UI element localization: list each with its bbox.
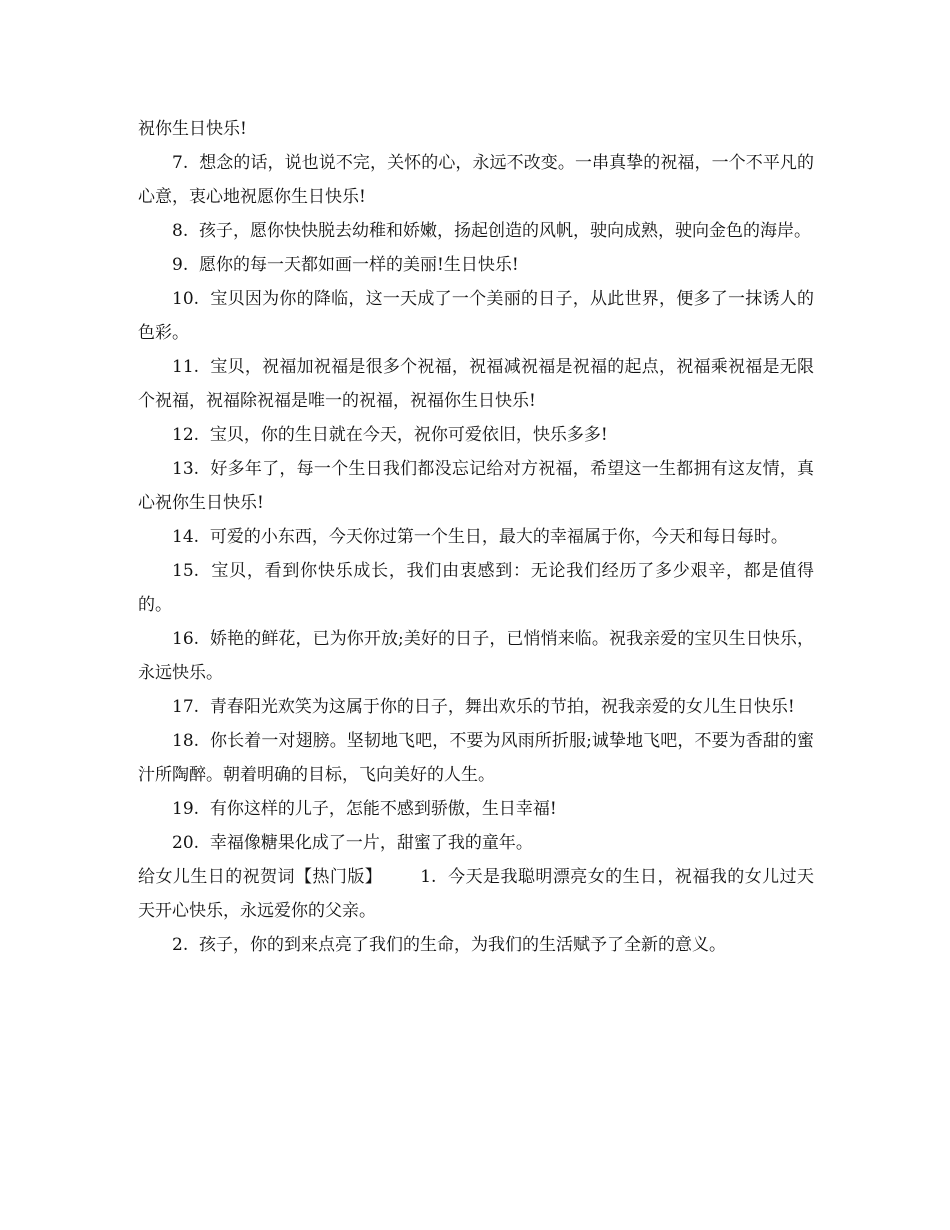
item-text: 祝你生日快乐! xyxy=(138,119,247,139)
item-text: 好多年了，每一个生日我们都没忘记给对方祝福，希望这一生都拥有这友情，真心祝你生日快乐! xyxy=(138,459,815,513)
item-text: 你长着一对翅膀。坚韧地飞吧，不要为风雨所折服;诚挚地飞吧，不要为香甜的蜜汁所陶醉。朝着明确的目标，飞向美好的人生。 xyxy=(138,731,814,785)
item-number: 8. xyxy=(172,221,189,241)
paragraph-list xyxy=(138,112,814,860)
item-number: 15. xyxy=(172,561,200,581)
item-text: 宝贝，你的生日就在今天，祝你可爱依旧，快乐多多! xyxy=(209,425,608,445)
item-text: 可爱的小东西，今天你过第一个生日，最大的幸福属于你，今天和每日每时。 xyxy=(209,527,788,547)
item-number: 9. xyxy=(172,255,189,275)
item-text: 今天是我聪明漂亮女的生日，祝福我的女儿过天天开心快乐，永远爱你的父亲。 xyxy=(138,867,815,921)
item-number: 17. xyxy=(172,697,200,717)
item-text: 愿你的每一天都如画一样的美丽!生日快乐! xyxy=(199,255,519,275)
item-text: 幸福像糖果化成了一片，甜蜜了我的童年。 xyxy=(209,833,533,853)
item-number: 18. xyxy=(172,731,200,751)
list-item xyxy=(138,826,814,860)
list-item xyxy=(138,214,814,248)
item-number: 19. xyxy=(172,799,200,819)
item-text: 青春阳光欢笑为这属于你的日子，舞出欢乐的节拍，祝我亲爱的女儿生日快乐! xyxy=(209,697,795,717)
list-item xyxy=(138,928,814,962)
item-number: 1. xyxy=(420,867,437,887)
item-text: 娇艳的鲜花，已为你开放;美好的日子，已悄悄来临。祝我亲爱的宝贝生日快乐，永远快乐。 xyxy=(138,629,814,683)
list-item xyxy=(138,350,814,418)
item-text: 有你这样的儿子，怎能不感到骄傲，生日幸福! xyxy=(209,799,557,819)
item-text: 想念的话，说也说不完，关怀的心，永远不改变。一串真挚的祝福，一个不平凡的心意，衷心地祝愿你生日快乐! xyxy=(138,153,814,207)
list-item xyxy=(138,452,814,520)
item-number: 14. xyxy=(172,527,200,547)
list-item xyxy=(138,554,814,622)
item-number: 10. xyxy=(172,289,200,309)
item-number: 12. xyxy=(172,425,200,445)
item-text: 宝贝因为你的降临，这一天成了一个美丽的日子，从此世界，便多了一抹诱人的色彩。 xyxy=(138,289,815,343)
section-heading: 给女儿生日的祝贺词【热门版】 xyxy=(138,867,383,887)
item-text: 孩子，你的到来点亮了我们的生命，为我们的生活赋予了全新的意义。 xyxy=(199,935,727,955)
item-text: 孩子，愿你快快脱去幼稚和娇嫩，扬起创造的风帆，驶向成熟，驶向金色的海岸。 xyxy=(199,221,812,241)
item-number: 2. xyxy=(172,935,189,955)
list-item xyxy=(138,248,814,282)
item-text: 宝贝，祝福加祝福是很多个祝福，祝福减祝福是祝福的起点，祝福乘祝福是无限个祝福，祝福除祝福是唯一的祝福，祝福你生日快乐! xyxy=(138,357,815,411)
list-item xyxy=(138,520,814,554)
list-item xyxy=(138,690,814,724)
item-number: 7. xyxy=(172,153,189,173)
list-item xyxy=(138,724,814,792)
document-body xyxy=(138,112,814,962)
item-number: 16. xyxy=(172,629,200,649)
list-item xyxy=(138,622,814,690)
list-item xyxy=(138,282,814,350)
item-number: 13. xyxy=(172,459,200,479)
list-item xyxy=(138,112,814,146)
list-item xyxy=(138,418,814,452)
section-paragraph xyxy=(138,860,814,928)
item-number: 11. xyxy=(172,357,200,377)
list-item xyxy=(138,146,814,214)
item-number: 20. xyxy=(172,833,200,853)
item-text: 宝贝，看到你快乐成长，我们由衷感到：无论我们经历了多少艰辛，都是值得的。 xyxy=(138,561,815,615)
list-item xyxy=(138,792,814,826)
